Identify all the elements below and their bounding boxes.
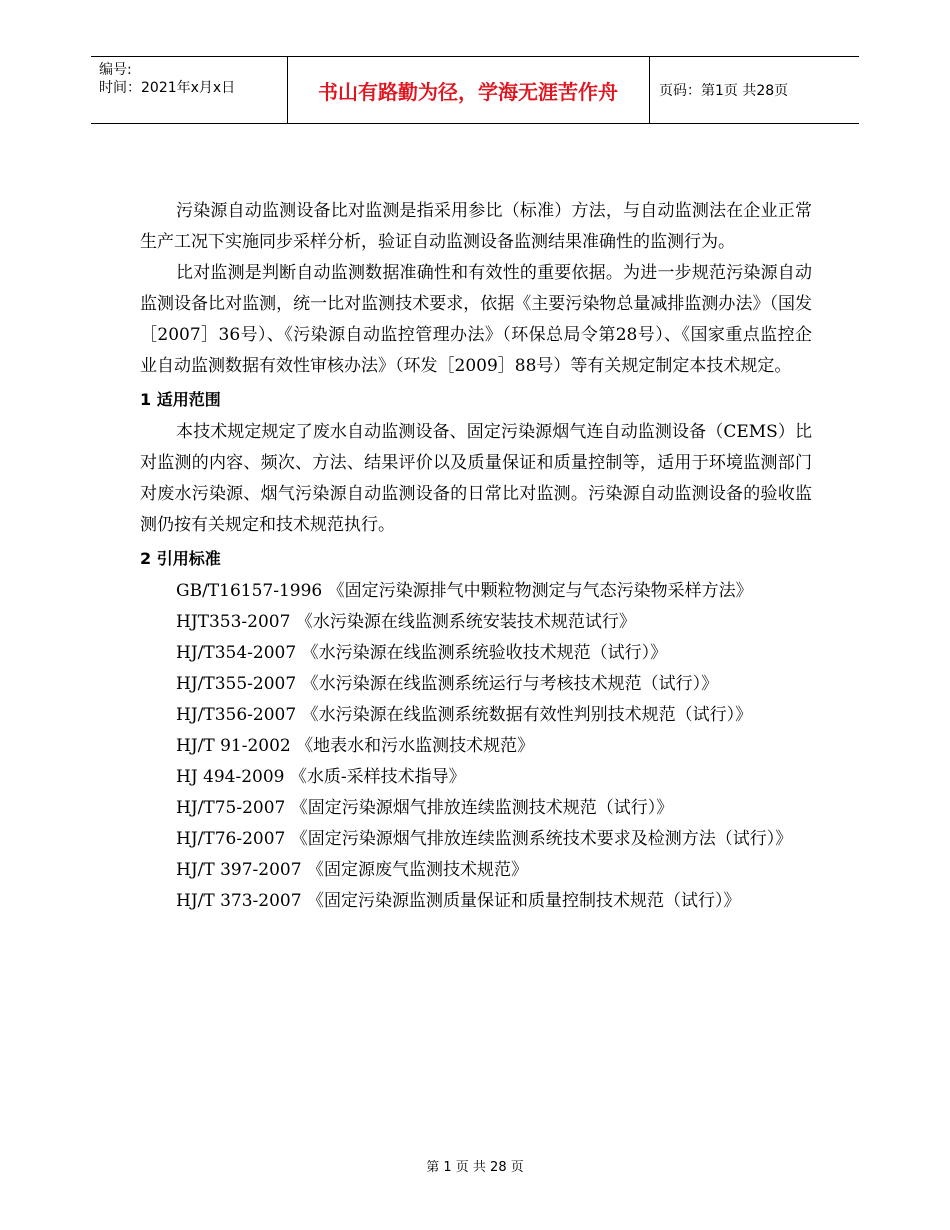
reference-item: HJ/T356-2007 《水污染源在线监测系统数据有效性判别技术规范（试行）》 xyxy=(176,705,753,725)
section-heading-scope: 1 适用范围 xyxy=(140,390,221,409)
reference-list xyxy=(140,576,812,917)
paragraph-definition: 污染源自动监测设备比对监测是指采用参比（标准）方法，与自动监测法在企业正常生产工况下实施同步采样分析，验证自动监测设备监测结果准确性的监测行为。 xyxy=(140,201,812,252)
reference-item: HJ 494-2009 《水质-采样技术指导》 xyxy=(176,767,466,787)
reference-item: HJ/T355-2007 《水污染源在线监测系统运行与考核技术规范（试行）》 xyxy=(176,674,719,694)
document-body xyxy=(140,196,812,917)
paragraph-scope: 本技术规定规定了废水自动监测设备、固定污染源烟气连自动监测设备（CEMS）比对监测的内容、频次、方法、结果评价以及质量保证和质量控制等，适用于环境监测部门对废水污染源、烟气污染源自动监测设备的日常比对监测。污染源自动监测设备的验收监测仍按有关规定和技术规范执行。 xyxy=(140,422,812,535)
header-page-info: 页码：第1页 共28页 xyxy=(659,83,789,99)
reference-item: HJ/T76-2007 《固定污染源烟气排放连续监测系统技术要求及检测方法（试行）》 xyxy=(176,829,793,849)
reference-item: HJ/T75-2007 《固定污染源烟气排放连续监测技术规范（试行）》 xyxy=(176,798,674,818)
header-divider xyxy=(649,57,650,123)
reference-item: HJ/T354-2007 《水污染源在线监测系统验收技术规范（试行）》 xyxy=(176,643,668,663)
document-number-label: 编号: xyxy=(99,62,132,78)
reference-item: HJ/T 397-2007 《固定源废气监测技术规范》 xyxy=(176,860,528,880)
paragraph-basis: 比对监测是判断自动监测数据准确性和有效性的重要依据。为进一步规范污染源自动监测设备比对监测，统一比对监测技术要求，依据《主要污染物总量减排监测办法》（国发［2007］36号）、《污染源自动监控管理办法》（环保总局令第28号）、《国家重点监控企业自动监测数据有效性审核办法》（环发［2009］88号）等有关规定制定本技术规定。 xyxy=(140,263,812,376)
reference-item: HJ/T 373-2007 《固定污染源监测质量保证和质量控制技术规范（试行）》 xyxy=(176,891,741,911)
document-date: 时间：2021年x月x日 xyxy=(99,80,236,96)
header-meta xyxy=(99,61,235,97)
reference-item: HJ/T 91-2002 《地表水和污水监测技术规范》 xyxy=(176,736,535,756)
section-heading-references: 2 引用标准 xyxy=(140,549,221,568)
header-motto: 书山有路勤为径，学海无涯苦作舟 xyxy=(318,79,618,104)
page-header xyxy=(91,56,859,124)
reference-item: GB/T16157-1996 《固定污染源排气中颗粒物测定与气态污染物采样方法》 xyxy=(176,581,753,601)
reference-item: HJT353-2007 《水污染源在线监测系统安装技术规范试行》 xyxy=(176,612,636,632)
page-footer: 第 1 页 共 28 页 xyxy=(426,1160,524,1175)
